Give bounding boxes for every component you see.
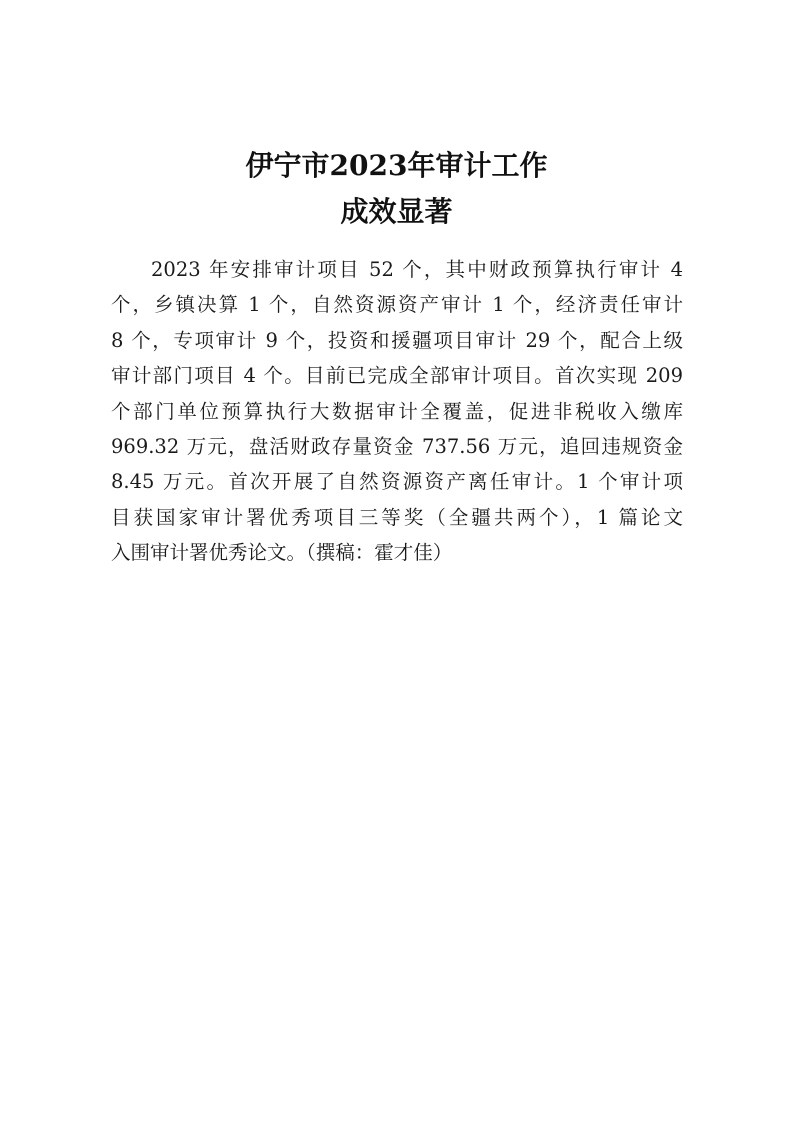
document-title-line-2: 成效显著: [340, 195, 453, 228]
body-line-8: 目获国家审计署优秀项目三等奖（全疆共两个），1 篇论文: [111, 505, 683, 529]
body-line-6: 969.32 万元，盘活财政存量资金 737.56 万元，追回违规资金: [111, 434, 683, 458]
body-line-3: 8 个，专项审计 9 个，投资和援疆项目审计 29 个，配合上级: [111, 328, 683, 352]
body-line-2: 个，乡镇决算 1 个，自然资源资产审计 1 个，经济责任审计: [111, 293, 683, 317]
body-line-4: 审计部门项目 4 个。目前已完成全部审计项目。首次实现 209: [111, 364, 683, 388]
body-line-5: 个部门单位预算执行大数据审计全覆盖，促进非税收入缴库: [111, 399, 683, 423]
document-body: [111, 252, 683, 571]
body-line-1: 2023 年安排审计项目 52 个，其中财政预算执行审计 4: [151, 258, 683, 281]
document-title-line-1: 伊宁市2023年审计工作: [245, 149, 548, 182]
body-line-7: 8.45 万元。首次开展了自然资源资产离任审计。1 个审计项: [111, 470, 683, 494]
body-line-9: 入围审计署优秀论文。（撰稿：霍才佳）: [111, 541, 453, 565]
